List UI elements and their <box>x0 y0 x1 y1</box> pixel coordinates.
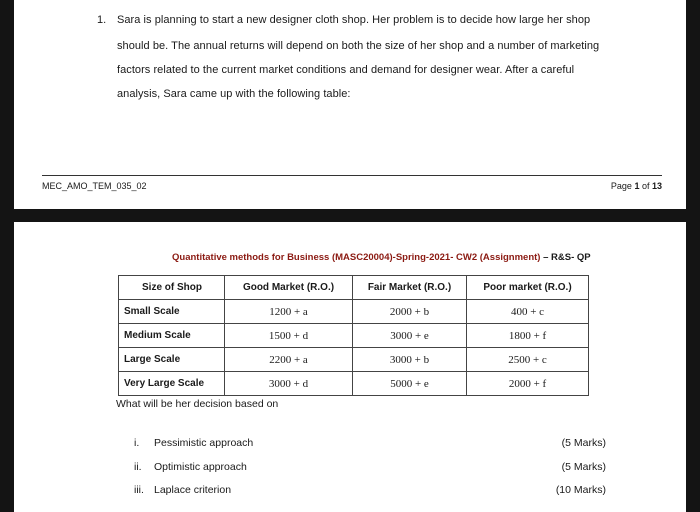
row-label: Small Scale <box>119 300 225 324</box>
marks-label: (10 Marks) <box>555 484 606 496</box>
table-cell: 1200 + a <box>225 300 353 324</box>
table-cell: 3000 + d <box>225 372 353 396</box>
question-text-line: factors related to the current market conditions and demand for designer wear. After a careful <box>117 64 575 76</box>
column-header: Fair Market (R.O.) <box>353 276 467 300</box>
table-cell: 2500 + c <box>467 348 589 372</box>
column-header: Size of Shop <box>119 276 225 300</box>
table-cell: 2200 + a <box>225 348 353 372</box>
row-label: Medium Scale <box>119 324 225 348</box>
payoff-table <box>118 275 589 396</box>
table-row <box>119 300 589 324</box>
page-number: Page 1 of 13 <box>610 181 662 191</box>
document-page-top <box>14 0 686 209</box>
decision-prompt: What will be her decision based on <box>116 398 279 410</box>
table-cell: 2000 + f <box>467 372 589 396</box>
table-cell: 3000 + b <box>353 348 467 372</box>
table-cell: 1800 + f <box>467 324 589 348</box>
table-cell: 2000 + b <box>353 300 467 324</box>
column-header: Poor market (R.O.) <box>467 276 589 300</box>
question-text-line: should be. The annual returns will depend on both the size of her shop and a number of marketing <box>117 40 600 52</box>
table-row <box>119 324 589 348</box>
list-item: ii. Optimistic approach <box>134 461 247 473</box>
table-cell: 5000 + e <box>353 372 467 396</box>
column-header: Good Market (R.O.) <box>225 276 353 300</box>
table-row <box>119 348 589 372</box>
footer-divider <box>42 175 662 176</box>
question-number: 1. <box>97 14 107 26</box>
question-text-line: Sara is planning to start a new designer cloth shop. Her problem is to decide how large her shop <box>117 14 591 26</box>
table-header-row <box>119 276 589 300</box>
table-cell: 400 + c <box>467 300 589 324</box>
row-label: Very Large Scale <box>119 372 225 396</box>
marks-label: (5 Marks) <box>561 461 606 473</box>
page-header-title: Quantitative methods for Business (MASC20004)-Spring-2021- CW2 (Assignment) – R&S- QP <box>172 252 591 263</box>
list-item: iii. Laplace criterion <box>134 484 232 496</box>
document-code: MEC_AMO_TEM_035_02 <box>42 181 147 191</box>
list-item: i. Pessimistic approach <box>134 437 254 449</box>
table-cell: 1500 + d <box>225 324 353 348</box>
marks-label: (5 Marks) <box>561 437 606 449</box>
row-label: Large Scale <box>119 348 225 372</box>
table-row <box>119 372 589 396</box>
document-page-bottom <box>14 222 686 512</box>
question-text-line: analysis, Sara came up with the following table: <box>117 88 351 100</box>
table-cell: 3000 + e <box>353 324 467 348</box>
